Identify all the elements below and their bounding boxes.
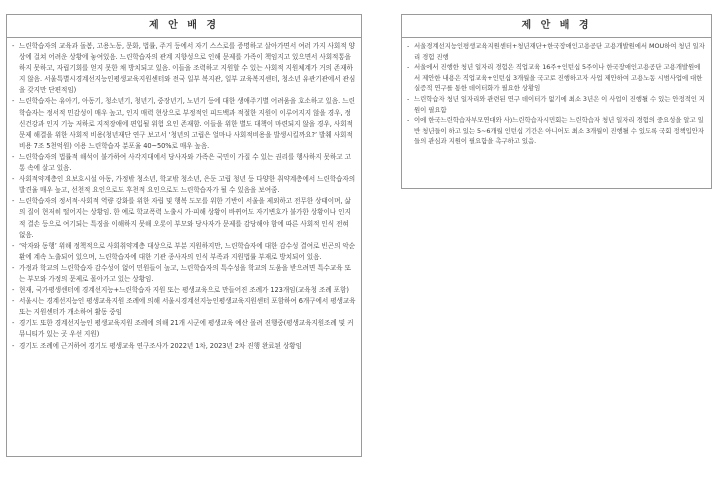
list-item: - 서울에서 진행한 청년 일자리 경험은 직업교육 16주+인턴십 5주이나 한국장애인고용공단 고용개발원에서 제안한 내용은 직업교육+인턴십 3개월을 국고로 진행하고자 사업 제안하여 고용노동 시범사업에 대한 실증적 연구를 통한 데이터화가 필요한 상황임	[407, 62, 706, 94]
list-item: - 사회적약계층인 요보호시설 아동, 가정밖 청소년, 학교밖 청소년, 은둔 고립 청년 등 다양한 취약계층에서 느린학습자의 발견율 매우 높고, 선천적 요인으로도 후천적 요인으로도 느린학습자가 될 수 있음을 보여줌.	[12, 174, 356, 196]
panel-body	[7, 38, 361, 352]
panel-title: 제 안 배 경	[7, 15, 361, 38]
list-item: - 서울시는 경계선지능인 평생교육지원 조례에 의해 서울시경계선지능인평생교육지원센터 포함하여 6개구에서 평생교육 또는 지원센터가 개소하여 활동 중임	[12, 296, 356, 318]
list-item: - 느린학습자는 유아기, 아동기, 청소년기, 청년기, 중장년기, 노년기 등에 대한 생애주기별 어려움을 호소하고 있음. 느린학습자는 정서적 민감성이 매우 높고, 인지 매력 현상으로 부정적인 피드백과 적절한 지원이 이루어지지 않을 경우, 정신건강과 인지 기능 저하로 지적장애에 편입될 위험 요인 존재함. 이들을 위한 별도 대책이 마련되지 않을 경우, 사회적 문제 해결을 위한 사회적 비용(청년재단 연구 보고서 ‘청년의 고립은 얼마나 사회적비용을 발생시킬까요?’ 발췌 사회적비용 7조 5천억원) 이용 느린학습자 분포율 40~50%로 매우 높음.	[12, 96, 356, 151]
list-item: - 느린학습자의 법률적 해석이 불가하여 사각지대에서 당사자와 가족은 국민이 가질 수 있는 권리를 행사하지 못하고 고통 속에 살고 있음.	[12, 152, 356, 174]
list-item: - 느린학습자의 정서적·사회적 역량 강화를 위한 자립 및 행복 도모를 위한 기반이 서울을 제외하고 전무한 상태이며, 삶의 질이 현저히 떨어지는 상황임. 한 예로 학교폭력 노출시 가·피해 상황이 바뀌어도 자기변호가 불가한 상황이나 인지적 결손 등으로 여기되는 특징을 이해하지 못해 오롯이 부모와 당사자가 문제를 감당해야 함에 따른 사회적 인식 전혀 없음.	[12, 196, 356, 240]
list-item: - 현재, 국가평생센터에 경계선지능+느린학습자 지원 또는 평생교육으로 만들어진 조례가 123개임(교육청 조례 포함)	[12, 285, 356, 296]
panel-body	[402, 38, 711, 147]
list-item: - 경기도 또한 경계선지능인 평생교육지원 조례에 의해 21개 시군에 평생교육 예산 몰려 진행중(평생교육지원조례 및 커뮤니티가 있는 곳 우선 지원)	[12, 318, 356, 340]
bullet-list	[407, 41, 706, 147]
panel-title: 제 안 배 경	[402, 15, 711, 38]
proposal-background-panel-right	[401, 14, 712, 189]
bullet-list	[12, 41, 356, 352]
list-item: - ‘악자와 동행’ 위해 정책적으로 사회취약계층 대상으로 부분 지원하지만, 느린학습자에 대한 감수성 결여로 빈곤의 악순환에 계속 노출되어 있으며, 느린학습자에 대한 기관 종사자의 인식 부족과 지원법률 부재로 방치되어 있음.	[12, 241, 356, 263]
list-item: - 서울경계선지능인평생교육지원센터+청년재단+한국장애인고용공단 고용개발원에서 MOU하여 청년 일자리 경험 진행	[407, 41, 706, 62]
list-item: - 느린학습자 청년 일자리와 관련된 연구 데이터가 없기에 최소 3년은 이 사업이 진행될 수 있는 안정적인 지원이 필요함	[407, 94, 706, 115]
list-item: - 가정과 학교의 느린학습자 감수성이 없어 민원들이 높고, 느린학습자의 특수성을 학교의 도움을 받으려면 특수교육 또는 부모와 가정의 문제로 몰아가고 있는 상황임.	[12, 263, 356, 285]
list-item: - 이에 한국느린학습자부모연대와 사)느린학습자시민회는 느린학습자 청년 일자리 경험의 중요성을 알고 일반 청년들이 하고 있는 5~6개월 인턴십 기간은 아니어도 최소 3개월이 진행될 수 있도록 국회 정책입안자들의 관심과 지원이 필요함을 촉구하고 있음.	[407, 115, 706, 147]
proposal-background-panel-left	[6, 14, 362, 457]
list-item: - 경기도 조례에 근거하여 경기도 평생교육 연구조사가 2022년 1차, 2023년 2차 진행 완료된 상황임	[12, 341, 356, 352]
list-item: - 느린학습자의 교육과 돌봄, 고용노동, 문화, 법률, 주거 등에서 자기 스스로를 증명하고 살아가면서 여러 가지 사회적 양상에 걸쳐 어려운 상황에 놓여있음. 느린학습자의 관계 지향성으로 인해 문제를 가족이 책임지고 있으면서 사회적통을 하지 못하고, 자립기회를 얻지 못한 채 방치되고 있음. 이들을 조력하고 지원할 수 있는 사회적 지원체계가 거의 존재하지 않음. 서울특별시경계선지능인평생교육지원센터와 전국 일부 복지관, 일부 교육복지센터, 청소년 유관기관에서 관심을 갖지만 단편적임)	[12, 41, 356, 96]
